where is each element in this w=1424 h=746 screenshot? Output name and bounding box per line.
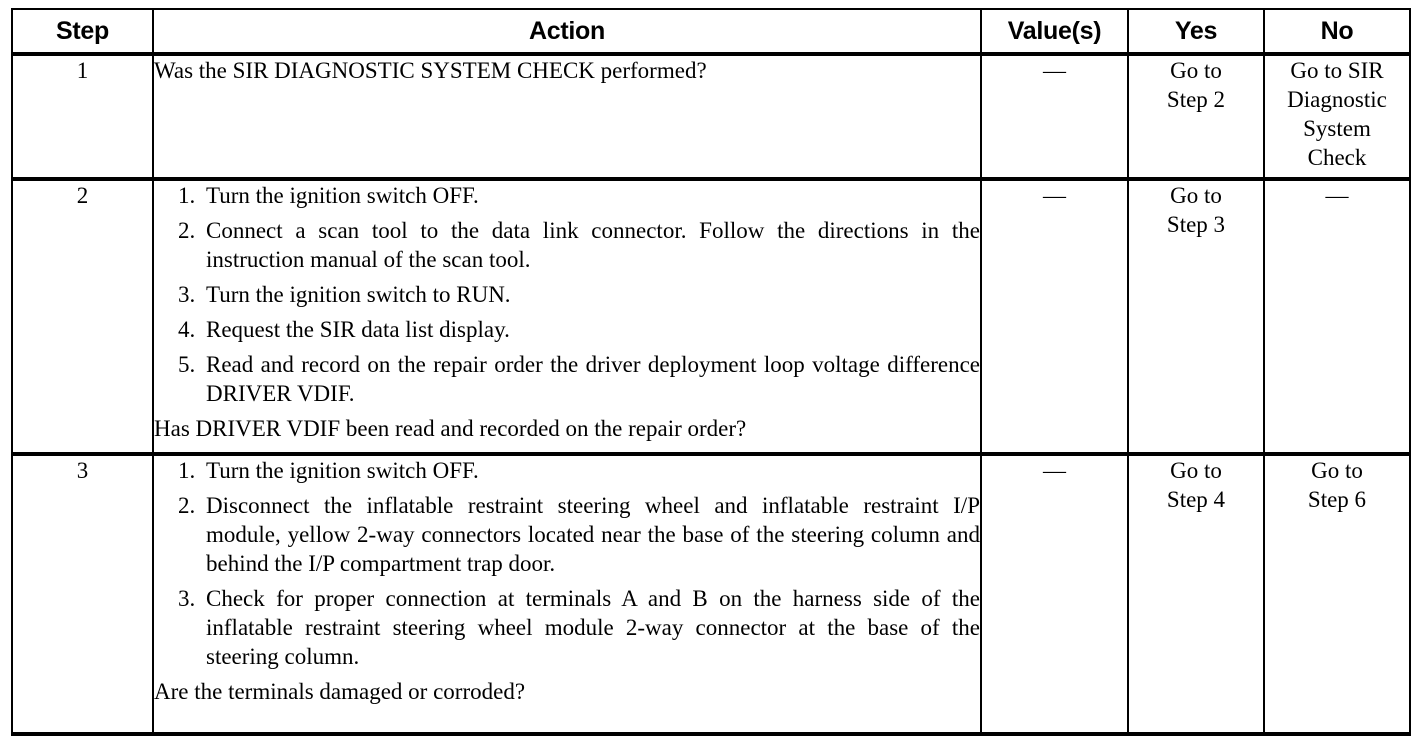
yes-text: Go to [1170,58,1222,83]
header-values: Value(s) [981,9,1128,54]
action-step-item [178,350,980,408]
no-text: Diagnostic [1287,87,1387,112]
yes-cell [1128,54,1264,179]
action-question: Has DRIVER VDIF been read and recorded on the repair order? [154,416,747,441]
action-step-text: Turn the ignition switch to RUN. [206,282,511,307]
no-text: Go to [1311,458,1363,483]
header-action: Action [153,9,981,54]
no-cell [1264,54,1410,179]
header-yes: Yes [1128,9,1264,54]
table-row [12,179,1410,454]
action-step-number: 3. [178,586,196,611]
action-step-text: Connect a scan tool to the data link connector. Follow the directions in the instruction manual of the scan tool. [206,218,980,272]
action-step-item [178,280,980,309]
action-step-item [178,584,980,671]
yes-text: Step 4 [1166,487,1226,512]
action-steps-list [154,181,980,408]
action-cell [153,54,981,179]
table-row [12,454,1410,734]
action-cell [153,179,981,454]
value-cell [981,454,1128,734]
value-text: — [1043,183,1066,208]
step-number: 3 [12,454,153,734]
action-step-text: Read and record on the repair order the driver deployment loop voltage difference DRIVER VDIF. [206,352,980,406]
value-cell [981,179,1128,454]
action-question: Was the SIR DIAGNOSTIC SYSTEM CHECK performed? [154,58,707,83]
action-step-number: 5. [178,352,196,377]
action-steps-list [154,456,980,671]
value-cell [981,54,1128,179]
no-text: Check [1307,145,1367,170]
header-no: No [1264,9,1410,54]
no-cell [1264,454,1410,734]
yes-text: Go to [1170,458,1222,483]
action-step-item [178,216,980,274]
action-step-text: Request the SIR data list display. [206,317,510,342]
action-step-text: Turn the ignition switch OFF. [206,458,479,483]
action-step-number: 1. [178,183,196,208]
header-step: Step [12,9,153,54]
action-step-number: 2. [178,493,196,518]
action-step-item [178,315,980,344]
table-header-row [12,9,1410,54]
yes-text: Go to [1170,183,1222,208]
value-text: — [1043,458,1066,483]
action-question: Are the terminals damaged or corroded? [154,679,526,704]
action-step-item [178,456,980,485]
value-text: — [1043,58,1066,83]
yes-text: Step 2 [1166,87,1226,112]
table-row [12,54,1410,179]
action-cell [153,454,981,734]
yes-cell [1128,179,1264,454]
no-text: System [1303,116,1371,141]
action-step-text: Disconnect the inflatable restraint steering wheel and inflatable restraint I/P module, yellow 2-way connectors located near the base of the steering column and behind the I/P compartment trap door. [206,493,980,576]
action-step-item [178,181,980,210]
diagnostic-table [11,8,1411,736]
action-step-number: 4. [178,317,196,342]
yes-cell [1128,454,1264,734]
no-cell [1264,179,1410,454]
no-text: Step 6 [1307,487,1367,512]
action-step-text: Turn the ignition switch OFF. [206,183,479,208]
yes-text: Step 3 [1166,212,1226,237]
step-number: 2 [12,179,153,454]
action-step-number: 2. [178,218,196,243]
action-step-text: Check for proper connection at terminals A and B on the harness side of the inflatable restraint steering wheel module 2-way connector at the base of the steering column. [206,586,980,669]
action-step-number: 3. [178,282,196,307]
no-text: — [1325,183,1349,208]
action-step-item [178,491,980,578]
step-number: 1 [12,54,153,179]
no-text: Go to SIR [1290,58,1384,83]
action-step-number: 1. [178,458,196,483]
